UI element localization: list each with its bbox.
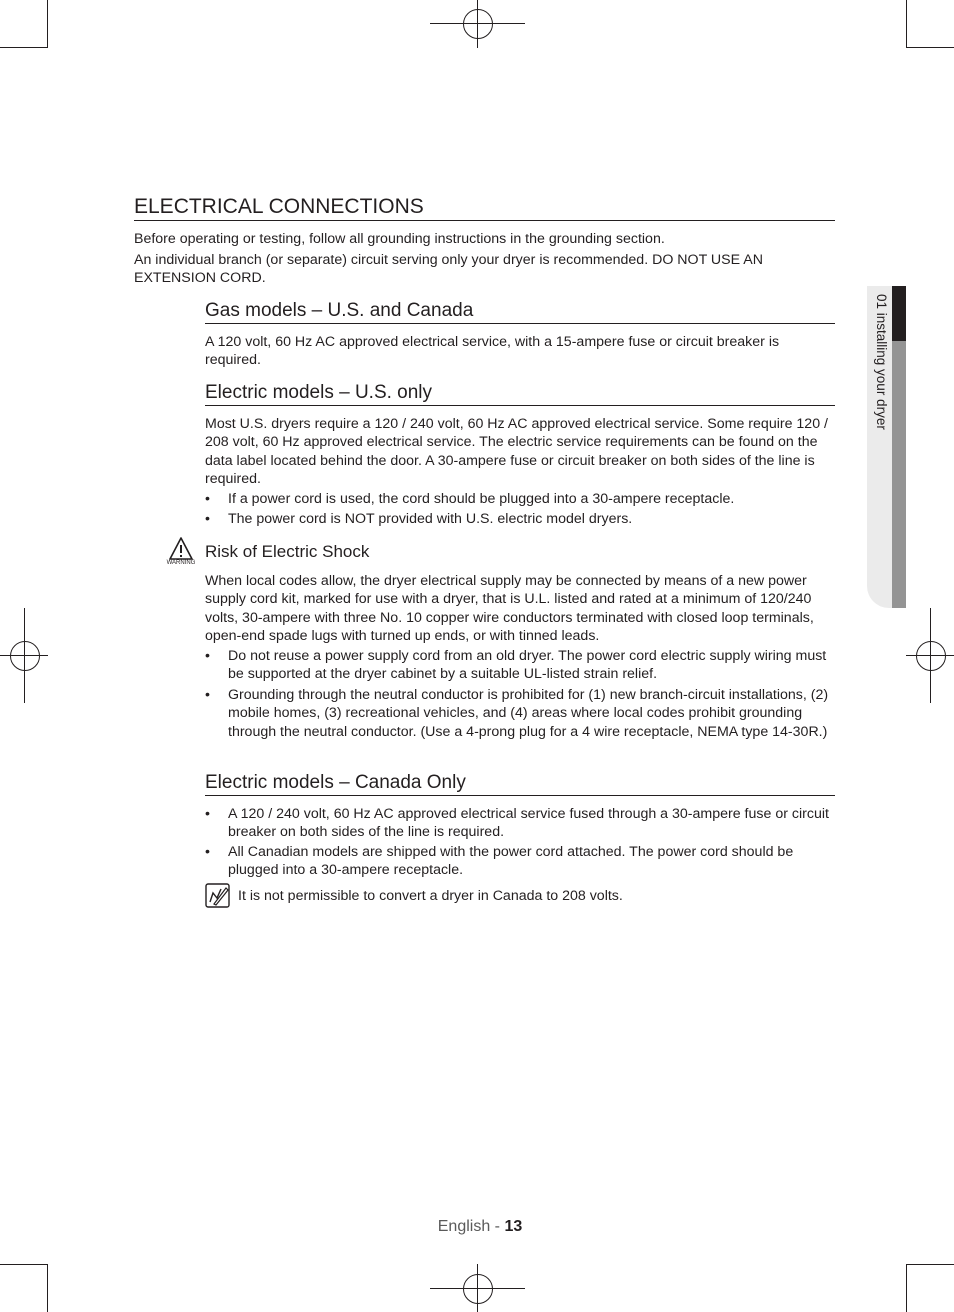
warning-icon-label: WARNING (166, 560, 196, 566)
bullet-marker: • (205, 806, 210, 822)
warning-icon (162, 537, 200, 571)
page-title: ELECTRICAL CONNECTIONS (134, 194, 835, 221)
list-item-text: A 120 / 240 volt, 60 Hz AC approved electrical service fused through a 30-ampere fuse or circuit breaker on both sides of the line is required. (228, 806, 829, 841)
electric-canada-heading: Electric models – Canada Only (205, 771, 835, 796)
warning-text: When local codes allow, the dryer electrical supply may be connected by means of a new power supply cord kit, marked for use with a dryer, that is U.L. listed and rated at a minimum of 120/240 volts, 30-ampere with three No. 10 copper wire conductors terminated with closed loop terminals, open-end spade lugs with turned up ends, or with tinned leads. (205, 573, 814, 645)
list-item-text: Grounding through the neutral conductor is prohibited for (1) new branch-circuit installations, (2) mobile homes, (3) recreational vehicles, and (4) areas where local codes prohibit grounding through the neutral conductor. (Use a 4-prong plug for a 4 wire receptacle, NEMA type 14-30R.) (228, 687, 829, 740)
warning-heading: Risk of Electric Shock (205, 542, 370, 561)
gas-models-text: A 120 volt, 60 Hz AC approved electrical service, with a 15-ampere fuse or circuit breaker is required. (205, 334, 780, 369)
list-item-text: The power cord is NOT provided with U.S. electric model dryers. (228, 511, 633, 527)
gas-models-heading: Gas models – U.S. and Canada (205, 299, 835, 324)
chapter-tab-label: 01 installing your dryer (874, 294, 889, 430)
chapter-tab-bar (892, 341, 906, 608)
electric-us-heading: Electric models – U.S. only (205, 381, 835, 406)
bullet-marker: • (205, 491, 210, 507)
footer-language: English - (437, 1218, 505, 1235)
bullet-marker: • (205, 648, 210, 664)
page-footer (380, 1218, 580, 1236)
bullet-marker: • (205, 511, 210, 527)
note-text: It is not permissible to convert a dryer in Canada to 208 volts. (238, 888, 623, 904)
bullet-marker: • (205, 687, 210, 703)
intro-paragraph-1: Before operating or testing, follow all grounding instructions in the grounding section. (134, 231, 665, 247)
bullet-marker: • (205, 844, 210, 860)
list-item-text: Do not reuse a power supply cord from an old dryer. The power cord electric supply wiring must be supported at the dryer cabinet by a suitable UL-listed strain relief. (228, 648, 827, 683)
list-item-text: If a power cord is used, the cord should be plugged into a 30-ampere receptacle. (228, 491, 735, 507)
list-item-text: All Canadian models are shipped with the power cord attached. The power cord should be plugged into a 30-ampere receptacle. (228, 844, 794, 879)
chapter-tab-marker (892, 286, 906, 341)
electric-us-text: Most U.S. dryers require a 120 / 240 volt, 60 Hz AC approved electrical service. Some require 120 / 208 volt, 60 Hz approved electrical service. The electric service requirements can be found on the data label located behind the door. A 30-ampere fuse or circuit breaker on both sides of the line is required. (205, 416, 828, 488)
page-number: 13 (504, 1218, 523, 1235)
note-icon (205, 883, 230, 908)
intro-paragraph-2: An individual branch (or separate) circuit serving only your dryer is recommended. DO NOT USE AN EXTENSION CORD. (134, 252, 763, 287)
